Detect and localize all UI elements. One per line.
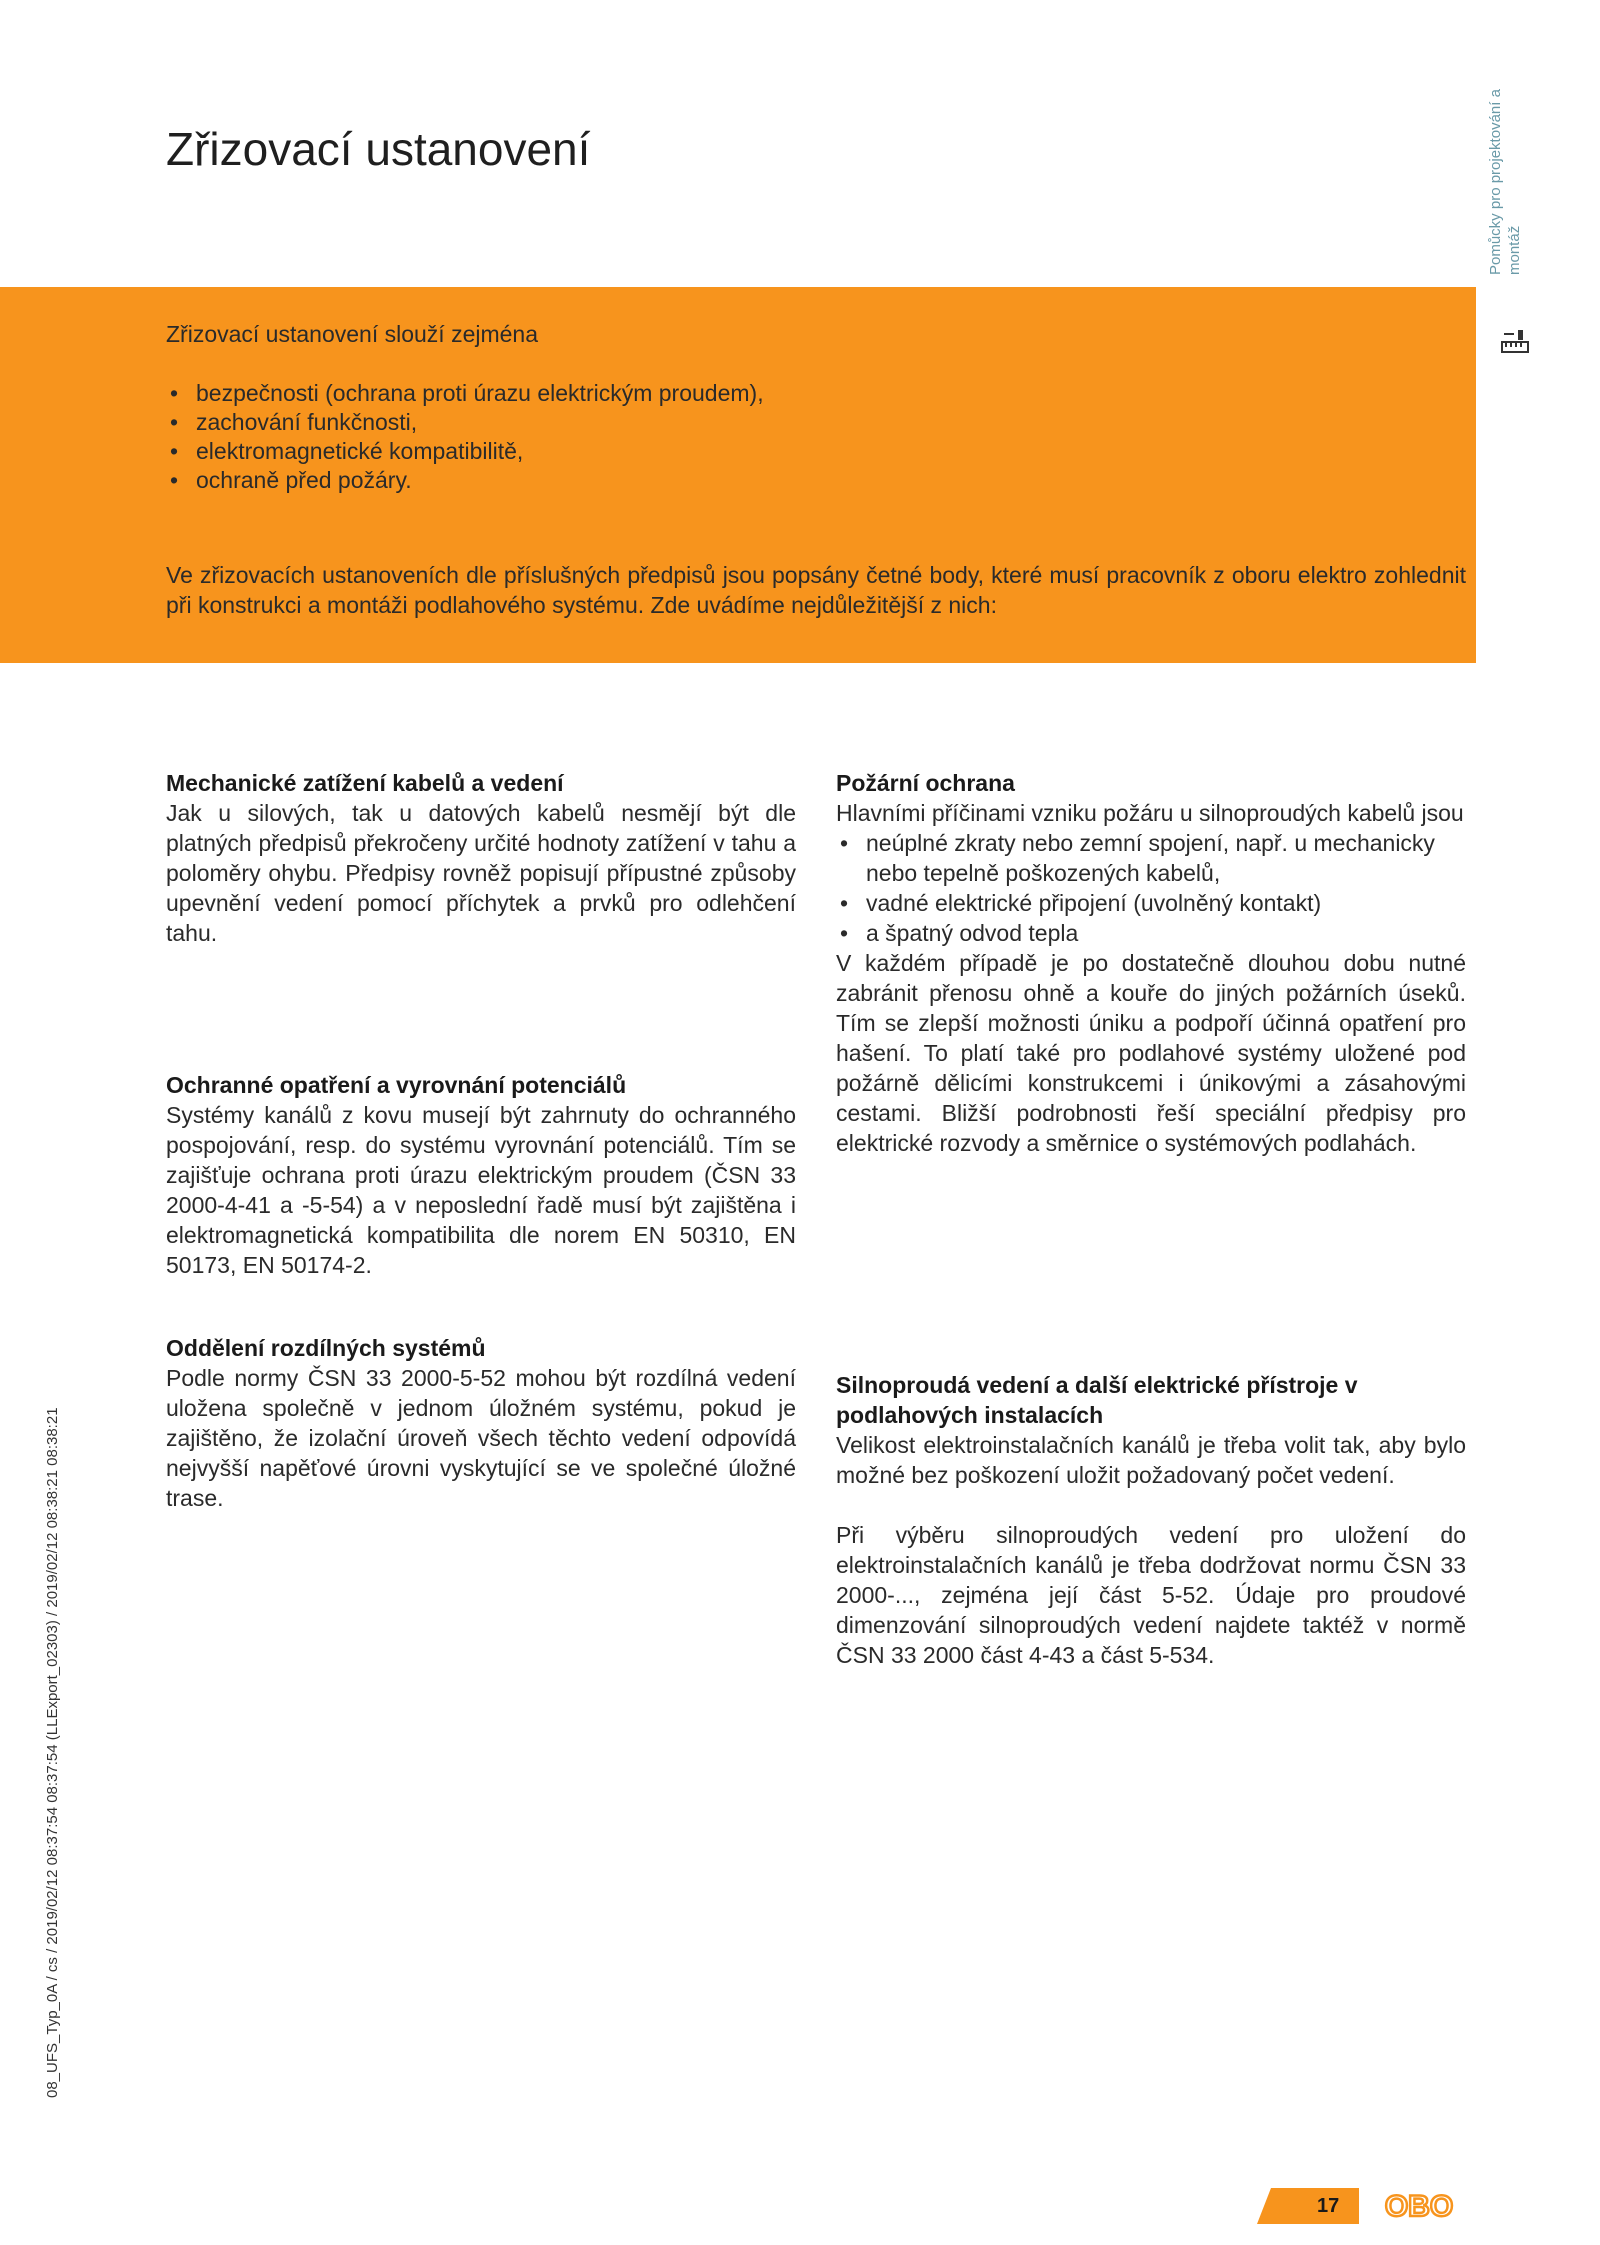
intro-banner — [0, 287, 1476, 663]
side-tab-label: Pomůcky pro projektování a montáž — [1487, 89, 1523, 275]
list-item: • vadné elektrické připojení (uvolněný kontakt) — [836, 888, 1466, 918]
banner-bullet-list — [166, 379, 764, 495]
section-power — [836, 1370, 1466, 1670]
footer-meta — [44, 1398, 66, 2098]
section-text: Velikost elektroinstalačních kanálů je třeba volit tak, aby bylo možné bez poškození uložit požadovaný počet vedení. — [836, 1432, 1466, 1488]
section-text: Podle normy ČSN 33 2000-5-52 mohou být rozdílná vedení uložena společně v jednom úložném systému, pokud je zajištěno, že izolační úroveň všech těchto vedení odpovídá nejvyšší napěťové úrovni vyskytující se ve společné úložné trase. — [166, 1365, 796, 1511]
list-item: • ochraně před požáry. — [166, 466, 764, 495]
section-heading: Ochranné opatření a vyrovnání potenciálů — [166, 1072, 627, 1098]
section-text: Hlavními příčinami vzniku požáru u silnoproudých kabelů jsou — [836, 800, 1464, 826]
section-heading: Mechanické zatížení kabelů a vedení — [166, 770, 564, 796]
banner-paragraph: Ve zřizovacích ustanoveních dle příslušných předpisů jsou popsány četné body, které musí pracovník z oboru elektro zohlednit při konstrukci a montáži podlahového systému. Zde uvádíme nejdůležitější z nich: — [166, 562, 1466, 618]
section-mechanical — [166, 768, 796, 948]
page-number: 17 — [1317, 2195, 1340, 2217]
section-heading: Oddělení rozdílných systémů — [166, 1335, 486, 1361]
banner-intro: Zřizovací ustanovení slouží zejména — [166, 321, 539, 347]
list-item: • elektromagnetické kompatibilitě, — [166, 437, 764, 466]
section-text: Systémy kanálů z kovu musejí být zahrnuty do ochranného pospojování, resp. do systému vyrovnání potenciálů. Tím se zajišťuje ochrana proti úrazu elektrickým proudem (ČSN 33 2000-4-41 a -5-54) a v neposlední řadě musí být zajištěna i elektromagnetická kompatibilita dle norem EN 50310, EN 50173, EN 50174-2. — [166, 1102, 796, 1278]
section-heading: Požární ochrana — [836, 770, 1015, 796]
section-fire — [836, 768, 1466, 1158]
tools-icon — [1500, 328, 1530, 356]
list-item: • bezpečnosti (ochrana proti úrazu elektrickým proudem), — [166, 379, 764, 408]
list-item: • zachování funkčnosti, — [166, 408, 764, 437]
section-protective — [166, 1070, 796, 1280]
list-item: • neúplné zkraty nebo zemní spojení, např. u mechanicky nebo tepelně poškozených kabelů, — [836, 828, 1466, 888]
section-text: V každém případě je po dostatečně dlouhou dobu nutné zabránit přenosu ohně a kouře do jiných požárních úseků. Tím se zlepší možnosti úniku a podpoří účinná opatření pro hašení. To platí také pro podlahové systémy uložené pod požárně dělicími konstrukcemi i únikovými a zásahovými cestami. Bližší podrobnosti řeší speciální předpisy pro elektrické rozvody a směrnice o systémových podlahách. — [836, 950, 1466, 1156]
section-separation — [166, 1333, 796, 1513]
side-tab — [1486, 75, 1536, 275]
logo-text: OBO — [1384, 2190, 1454, 2223]
page-tab-shape — [1257, 2188, 1359, 2224]
fire-bullet-list — [836, 828, 1466, 948]
obo-logo — [1378, 2186, 1460, 2226]
page-title: Zřizovací ustanovení — [166, 123, 591, 175]
page-number-tab — [1257, 2188, 1359, 2224]
footer-meta-text: 08_UFS_Typ_0A / cs / 2019/02/12 08:37:54 08:37:54 (LLExport_02303) / 2019/02/12 08:38:21 08:38:21 — [44, 1407, 61, 2098]
section-text: Jak u silových, tak u datových kabelů nesmějí být dle platných předpisů překročeny určité hodnoty zatížení v tahu a poloměry ohybu. Předpisy rovněž popisují přípustné způsoby upevnění vedení pomocí příchytek a prvků pro odlehčení tahu. — [166, 800, 796, 946]
list-item: • a špatný odvod tepla — [836, 918, 1466, 948]
section-heading: Silnoproudá vedení a další elektrické přístroje v podlahových instalacích — [836, 1372, 1358, 1428]
section-text: Při výběru silnoproudých vedení pro uložení do elektroinstalačních kanálů je třeba dodržovat normu ČSN 33 2000-..., zejména její část 5-52. Údaje pro proudové dimenzování silnoproudých vedení najdete taktéž v normě ČSN 33 2000 část 4-43 a část 5-534. — [836, 1522, 1466, 1668]
